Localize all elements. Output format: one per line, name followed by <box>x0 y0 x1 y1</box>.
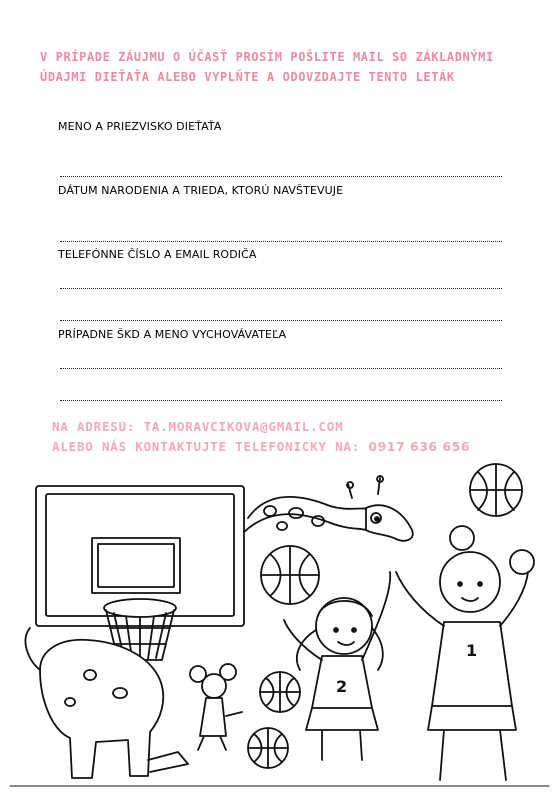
basketball-floor-2 <box>248 728 288 768</box>
phone-input-line-2[interactable] <box>60 320 502 321</box>
instruction-header <box>40 47 530 87</box>
mouse-figure <box>190 664 242 750</box>
skd-input-line-2[interactable] <box>60 400 502 401</box>
giraffe <box>244 476 413 541</box>
basketball-center <box>261 546 319 604</box>
contact-phone-line <box>52 439 470 454</box>
instruction-line-1: V PRÍPADE ZÁUJMU O ÚČASŤ PROSÍM POŠLITE MAIL SO ZÁKLADNÝMI <box>40 50 494 64</box>
birth-field-label: DÁTUM NARODENIA A TRIEDA, KTORÚ NAVŠTEVUJE <box>58 184 344 197</box>
phone-input-line-1[interactable] <box>60 288 502 289</box>
jersey-number-2: 2 <box>336 677 348 696</box>
skd-field-label: PRÍPADNE ŠKD A MENO VYCHOVÁVATEĽA <box>58 328 287 341</box>
phone-field-label: TELEFÓNNE ČÍSLO A EMAIL RODIČA <box>58 248 257 261</box>
birth-input-line[interactable] <box>60 241 502 242</box>
contact-email-line <box>52 419 343 434</box>
basketball-top-right <box>470 464 522 516</box>
contact-phone-number: 0917 636 656 <box>368 439 471 454</box>
jersey-number-1: 1 <box>466 641 478 660</box>
skd-input-line-1[interactable] <box>60 368 502 369</box>
contact-email-text: NA ADRESU: TA.MORAVCIKOVA@GMAIL.COM <box>52 419 344 434</box>
basketball-floor-1 <box>260 672 300 712</box>
name-input-line[interactable] <box>60 176 502 177</box>
basketball-illustration <box>0 460 559 793</box>
instruction-line-2: ÚDAJMI DIEŤAŤA ALEBO VYPLŇTE A ODOVZDAJTE TENTO LETÁK <box>40 70 455 84</box>
girl-player-right <box>396 526 534 780</box>
contact-phone-prefix: ALEBO NÁS KONTAKTUJTE TELEFONICKY NA: <box>52 439 369 454</box>
name-field-label: MENO A PRIEZVISKO DIEŤAŤA <box>58 120 222 133</box>
